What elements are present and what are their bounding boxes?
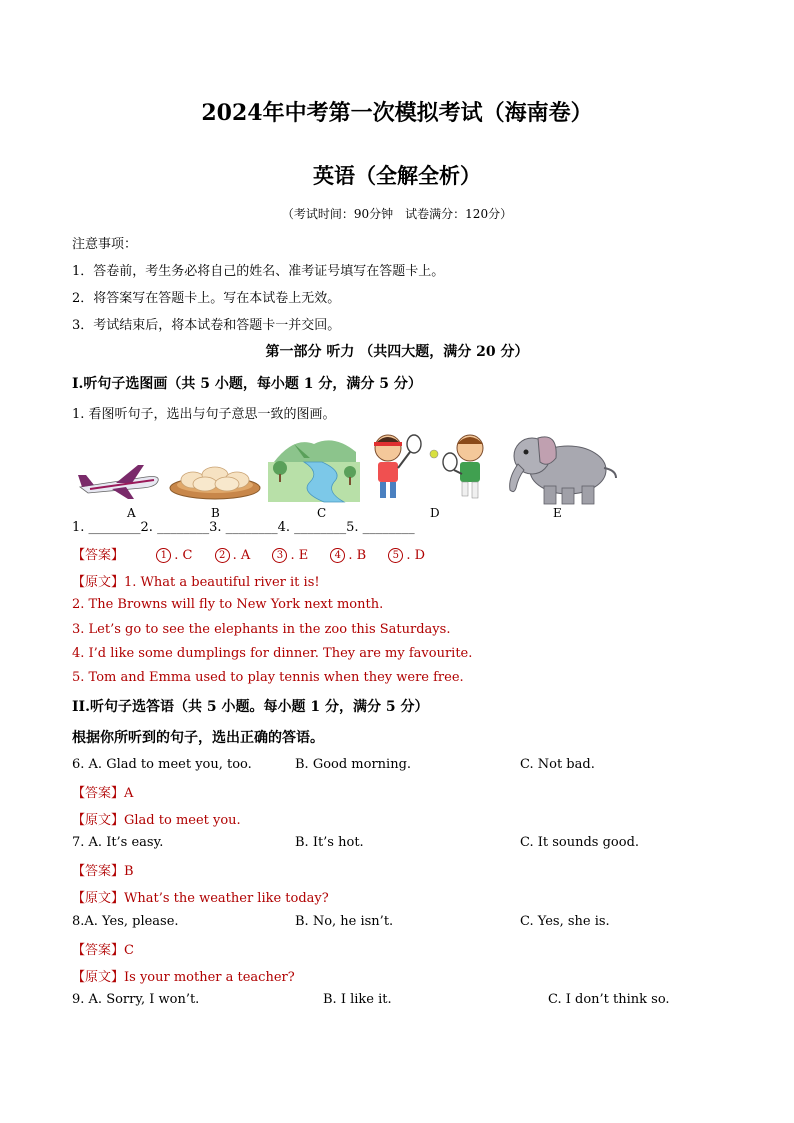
q8-script: 【原文】Is your mother a teacher? <box>72 970 295 985</box>
q8-answer: 【答案】C <box>72 943 134 958</box>
q7-option-a: 7. A. It’s easy. <box>72 835 164 850</box>
answer-blanks: 1. ________2. ________3. ________4. ________5. ________ <box>72 520 415 535</box>
note-item-2: 2．将答案写在答题卡上。写在本试卷上无效。 <box>72 291 341 306</box>
q8-option-b: B. No, he isn’t. <box>295 914 394 929</box>
picture-label-c: C <box>317 506 327 520</box>
q7-option-c: C. It sounds good. <box>520 835 640 850</box>
section2-instruction: 根据你所听到的句子，选出正确的答语。 <box>72 730 324 746</box>
picture-label-d: D <box>430 506 440 520</box>
answer-3: 3 . E <box>272 548 308 563</box>
section1-heading: I.听句子选图画（共 5 小题，每小题 1 分，满分 5 分） <box>72 376 422 392</box>
script-line-5: 5. Tom and Emma used to play tennis when they were free. <box>72 670 464 685</box>
dumplings-image <box>168 458 262 500</box>
notes-heading: 注意事项： <box>72 237 138 252</box>
picture-label-b: B <box>211 506 220 520</box>
q9-option-c: C. I don’t think so. <box>548 992 670 1007</box>
q7-script: 【原文】What’s the weather like today? <box>72 891 329 906</box>
section2-heading: II.听句子选答语（共 5 小题。每小题 1 分，满分 5 分） <box>72 699 429 715</box>
document-title: 2024年中考第一次模拟考试（海南卷） <box>201 100 593 126</box>
q9-option-a: 9. A. Sorry, I won’t. <box>72 992 200 1007</box>
q7-answer: 【答案】B <box>72 864 134 879</box>
picture-label-a: A <box>127 506 136 520</box>
part1-heading: 第一部分 听力 （共四大题，满分 20 分） <box>265 344 529 360</box>
note-item-1: 1．答卷前，考生务必将自己的姓名、准考证号填写在答题卡上。 <box>72 264 445 279</box>
q6-script: 【原文】Glad to meet you. <box>72 813 241 828</box>
q6-answer: 【答案】A <box>72 786 134 801</box>
q8-option-c: C. Yes, she is. <box>520 914 610 929</box>
river-image <box>264 432 364 504</box>
answer-1: 1 . C <box>156 548 192 563</box>
tennis-kids-image <box>366 432 496 504</box>
answer-2: 2 . A <box>215 548 251 563</box>
script-line-2: 2. The Browns will fly to New York next month. <box>72 597 384 612</box>
q7-option-b: B. It’s hot. <box>295 835 364 850</box>
q6-option-b: B. Good morning. <box>295 757 412 772</box>
note-item-3: 3．考试结束后，将本试卷和答题卡一并交回。 <box>72 318 341 333</box>
exam-info: （考试时间：90分钟 试卷满分：120分） <box>281 207 513 221</box>
answer-4: 4 . B <box>330 548 366 563</box>
script-line-3: 3. Let’s go to see the elephants in the zoo this Saturdays. <box>72 622 451 637</box>
q6-option-c: C. Not bad. <box>520 757 595 772</box>
picture-label-e: E <box>553 506 562 520</box>
document-subtitle: 英语（全解全析） <box>313 163 481 188</box>
script-line-4: 4. I’d like some dumplings for dinner. They are my favourite. <box>72 646 473 661</box>
section1-instruction: 1. 看图听句子，选出与句子意思一致的图画。 <box>72 407 336 422</box>
script-line-1: 【原文】1. What a beautiful river it is! <box>72 575 320 590</box>
answer-label: 【答案】 <box>72 548 125 563</box>
q6-option-a: 6. A. Glad to meet you, too. <box>72 757 252 772</box>
answer-5: 5 . D <box>388 548 425 563</box>
q8-option-a: 8.A. Yes, please. <box>72 914 179 929</box>
q9-option-b: B. I like it. <box>323 992 392 1007</box>
airplane-image <box>76 455 162 500</box>
section1-answers <box>72 544 425 563</box>
elephant-image <box>498 428 622 508</box>
